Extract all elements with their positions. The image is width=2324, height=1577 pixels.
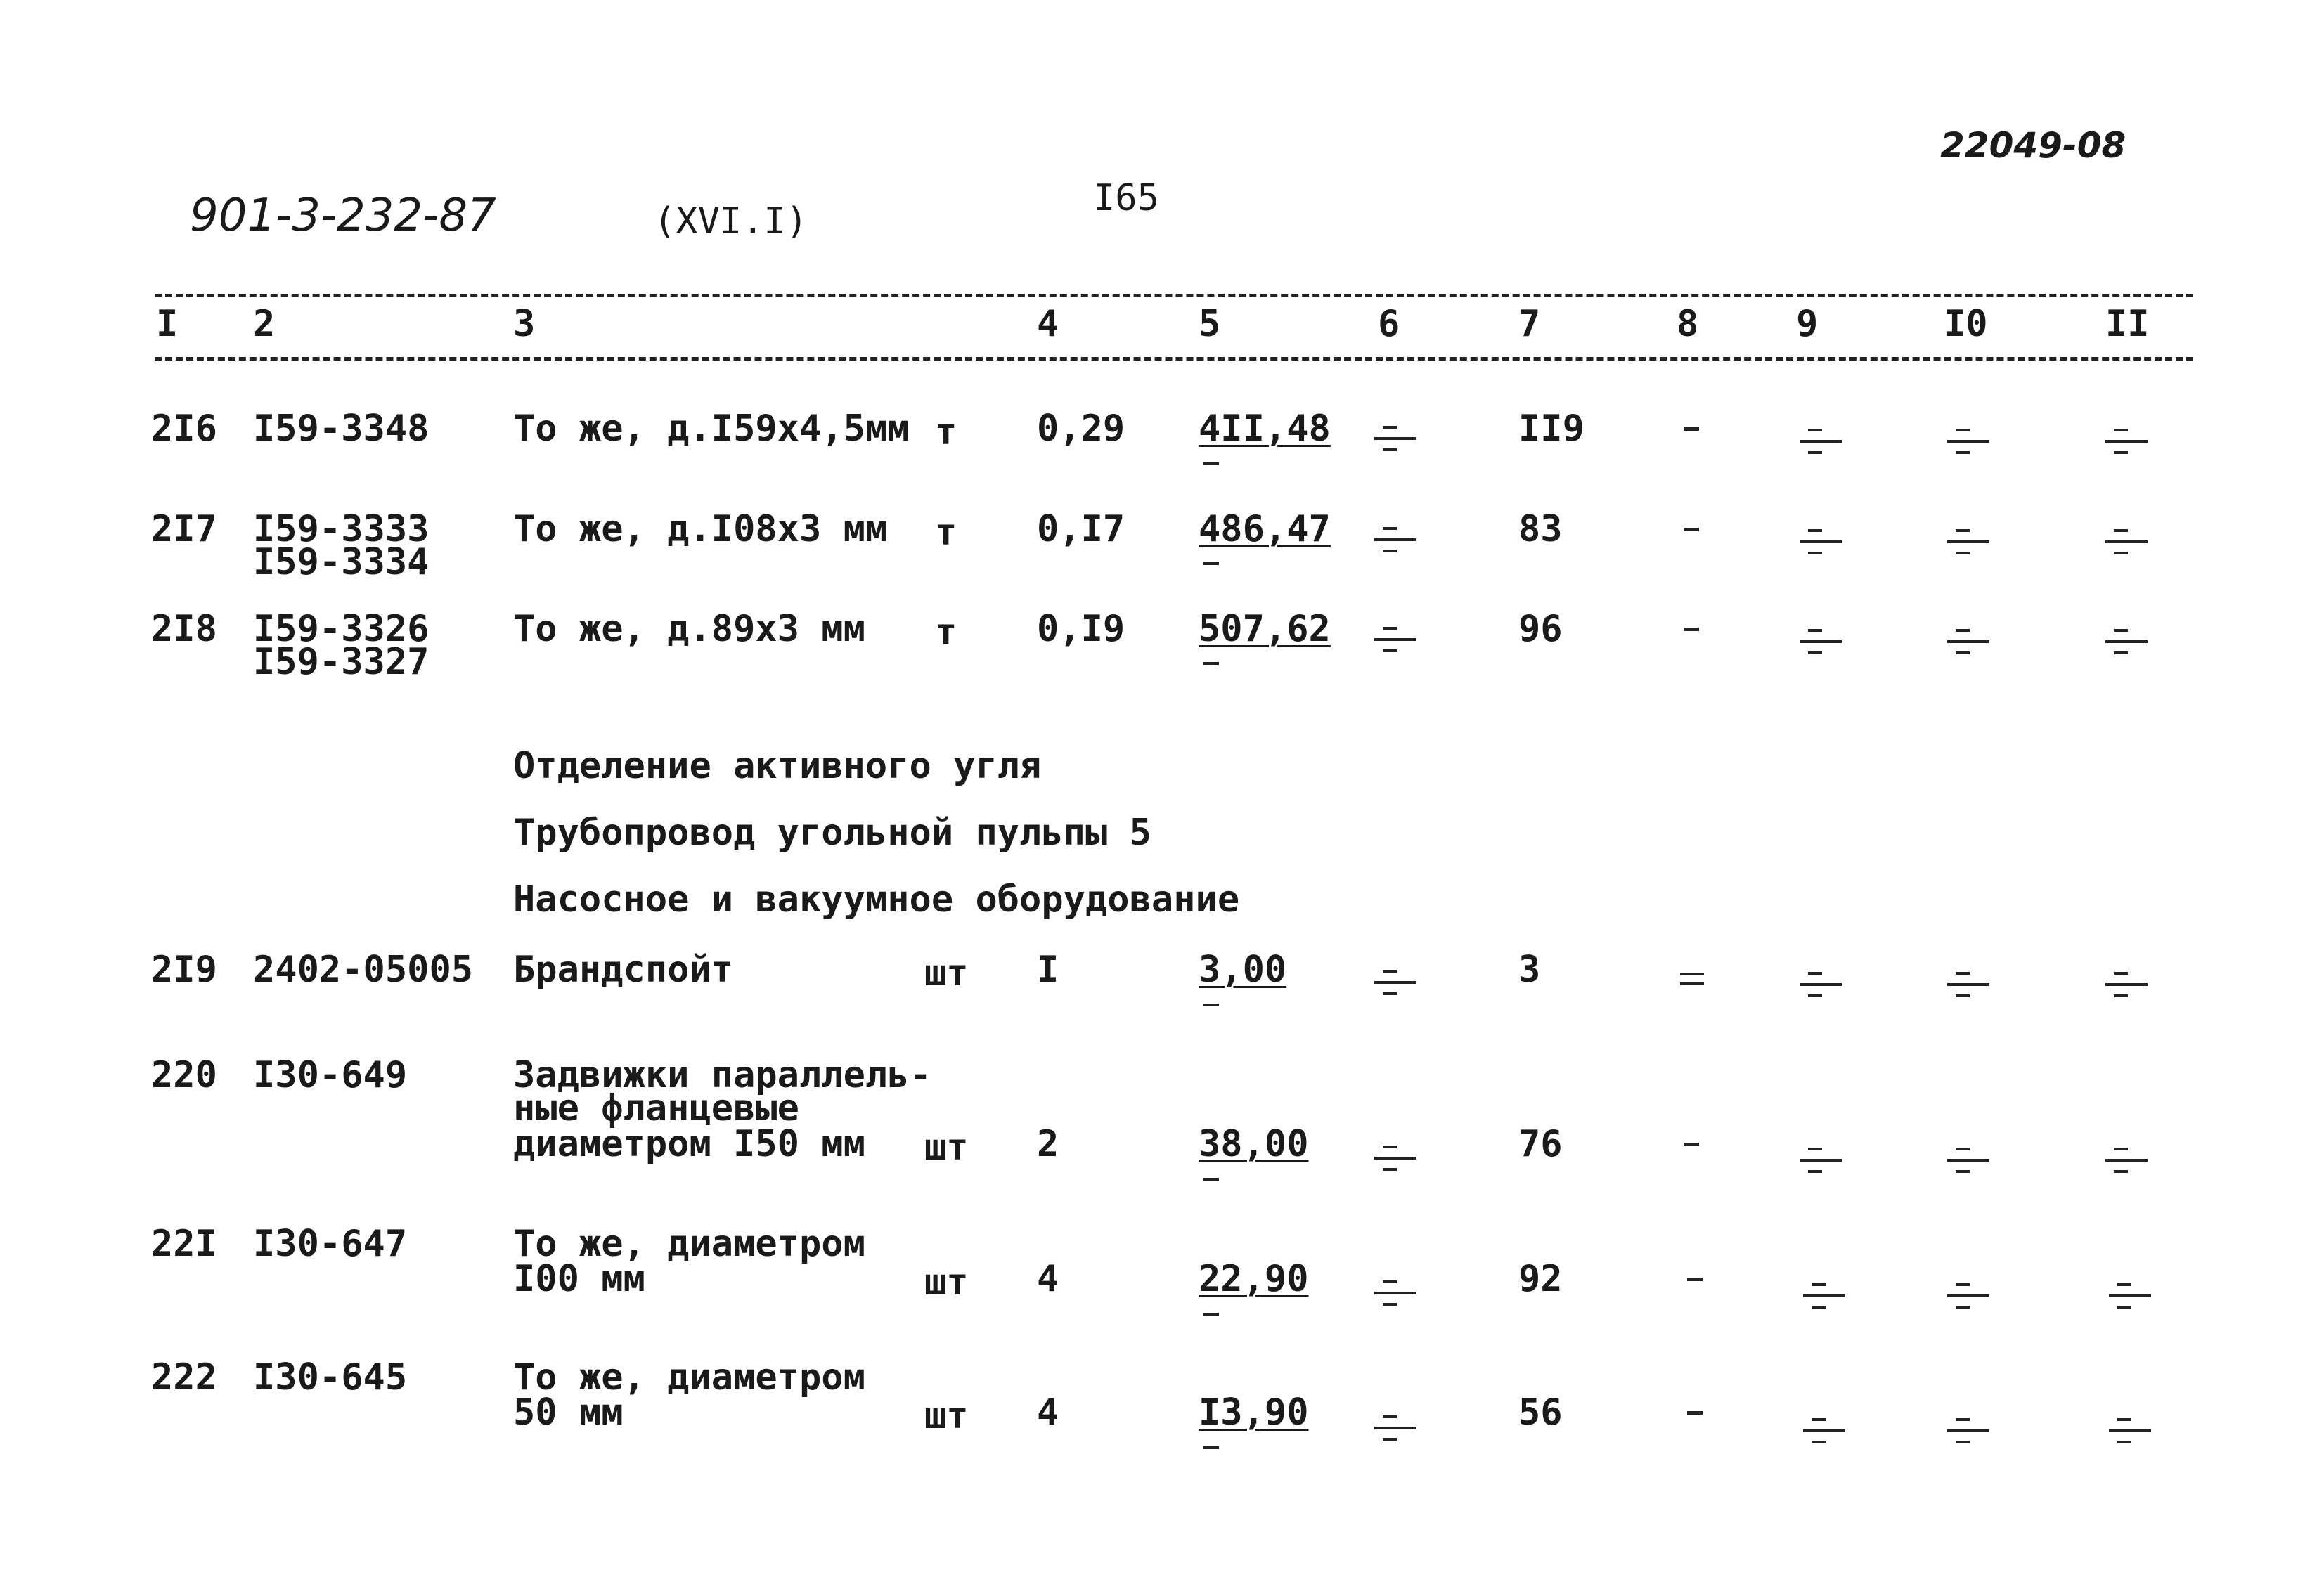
- ditto-mark: [1374, 413, 1416, 458]
- dash-mark: [1684, 1137, 1699, 1150]
- row-number: 222: [151, 1356, 217, 1398]
- col-header: 3: [513, 303, 536, 345]
- unit: шт: [924, 1395, 969, 1437]
- dash-mark: [1203, 562, 1219, 565]
- unit-price: 22,90: [1199, 1258, 1309, 1300]
- dash-mark: [1203, 1178, 1219, 1181]
- item-code: 2402-05005: [253, 949, 474, 991]
- col-header: I0: [1944, 303, 1988, 345]
- dash-mark: [1203, 462, 1219, 465]
- unit-price: 4II,48: [1199, 408, 1331, 450]
- row-number: 2I6: [151, 408, 217, 450]
- item-code-secondary: I59-3327: [253, 641, 430, 683]
- dash-mark: [1684, 422, 1699, 435]
- item-name-line: То же, диаметром: [513, 1223, 865, 1265]
- ditto-mark: [1374, 957, 1416, 1002]
- item-name-line: 50 мм: [513, 1391, 624, 1434]
- unit: шт: [924, 1127, 969, 1169]
- ditto-mark: [1800, 1135, 1842, 1180]
- total: 3: [1518, 949, 1541, 991]
- section-title: Насосное и вакуумное оборудование: [513, 878, 1240, 921]
- item-code: I59-3326: [253, 608, 430, 650]
- ditto-mark: [2105, 1135, 2148, 1180]
- quantity: 4: [1037, 1391, 1059, 1434]
- ditto-mark: [1800, 517, 1842, 562]
- row-number: 2I8: [151, 608, 217, 650]
- col-header: 4: [1037, 303, 1059, 345]
- dash-mark: [1687, 1272, 1703, 1285]
- unit: шт: [924, 1261, 969, 1304]
- total: 92: [1518, 1258, 1563, 1300]
- col-header: 6: [1378, 303, 1400, 345]
- quantity: 2: [1037, 1123, 1059, 1165]
- ditto-mark: [1947, 959, 1989, 1004]
- item-code: I30-645: [253, 1356, 408, 1398]
- unit-price: 486,47: [1199, 508, 1331, 550]
- item-code: I59-3333: [253, 508, 430, 550]
- unit-price: I3,90: [1199, 1391, 1309, 1434]
- section-title: Отделение активного угля: [513, 745, 1042, 787]
- dash-mark: [1687, 1406, 1703, 1419]
- section-code: (XVI.I): [654, 200, 808, 242]
- dash-mark: [1684, 622, 1699, 635]
- ditto-mark: [1374, 1268, 1416, 1313]
- item-code: I30-647: [253, 1223, 408, 1265]
- row-number: 22I: [151, 1223, 217, 1265]
- ditto-mark: [2109, 1271, 2151, 1316]
- unit-price: 3,00: [1199, 949, 1287, 991]
- unit: т: [935, 411, 957, 453]
- item-name-line: I00 мм: [513, 1258, 645, 1300]
- header-top-rule: [155, 294, 2193, 297]
- ditto-mark: [1947, 416, 1989, 461]
- ditto-mark: [1947, 1135, 1989, 1180]
- ditto-mark: [1800, 959, 1842, 1004]
- row-number: 220: [151, 1054, 217, 1096]
- ditto-mark: [1947, 1271, 1989, 1316]
- ditto-mark: [1374, 1133, 1416, 1178]
- ditto-mark: [1803, 1406, 1845, 1451]
- ditto-mark: [1374, 1403, 1416, 1448]
- item-name-line: диаметром I50 мм: [513, 1123, 865, 1165]
- total: 56: [1518, 1391, 1563, 1434]
- quantity: 0,I7: [1037, 508, 1125, 550]
- item-name: То же, д.I08x3 мм: [513, 508, 888, 550]
- header-bottom-rule: [155, 357, 2193, 361]
- ditto-mark: [1947, 616, 1989, 661]
- ditto-mark: [2109, 1406, 2151, 1451]
- dash-mark: [1203, 1446, 1219, 1449]
- section-title: Трубопровод угольной пульпы 5: [513, 812, 1151, 854]
- item-code-secondary: I59-3334: [253, 541, 430, 583]
- dash-mark: [1203, 1313, 1219, 1316]
- total: 96: [1518, 608, 1563, 650]
- item-name-line: То же, диаметром: [513, 1356, 865, 1398]
- unit: т: [935, 611, 957, 654]
- ditto-mark: [1947, 1406, 1989, 1451]
- item-code: I30-649: [253, 1054, 408, 1096]
- col-header: I: [156, 303, 179, 345]
- item-name-line: ные фланцевые: [513, 1087, 799, 1129]
- dash-mark: [1684, 522, 1699, 536]
- unit: шт: [924, 952, 969, 994]
- page-number: I65: [1093, 177, 1159, 219]
- ditto-mark: [1947, 517, 1989, 562]
- col-header: 2: [253, 303, 276, 345]
- col-header: 9: [1796, 303, 1819, 345]
- item-name: Брандспойт: [513, 949, 734, 991]
- ditto-mark: [2105, 416, 2148, 461]
- total: II9: [1518, 408, 1584, 450]
- equals-mark: [1680, 963, 1708, 994]
- row-number: 2I7: [151, 508, 217, 550]
- item-name: То же, д.89x3 мм: [513, 608, 865, 650]
- col-header: 5: [1199, 303, 1221, 345]
- quantity: 0,29: [1037, 408, 1125, 450]
- ditto-mark: [2105, 616, 2148, 661]
- ditto-mark: [2105, 517, 2148, 562]
- dash-mark: [1203, 1004, 1219, 1006]
- archive-stamp: 22049-08: [1940, 125, 2126, 166]
- item-code: I59-3348: [253, 408, 430, 450]
- quantity: 4: [1037, 1258, 1059, 1300]
- col-header: 8: [1677, 303, 1699, 345]
- item-name-line: Задвижки параллель-: [513, 1054, 931, 1096]
- dash-mark: [1203, 662, 1219, 665]
- unit: т: [935, 512, 957, 554]
- row-number: 2I9: [151, 949, 217, 991]
- total: 76: [1518, 1123, 1563, 1165]
- col-header: 7: [1518, 303, 1541, 345]
- ditto-mark: [1803, 1271, 1845, 1316]
- unit-price: 507,62: [1199, 608, 1331, 650]
- total: 83: [1518, 508, 1563, 550]
- ditto-mark: [1800, 416, 1842, 461]
- ditto-mark: [1374, 614, 1416, 659]
- ditto-mark: [1800, 616, 1842, 661]
- ditto-mark: [1374, 514, 1416, 559]
- col-header: II: [2105, 303, 2150, 345]
- quantity: I: [1037, 949, 1059, 991]
- document-code: 901-3-232-87: [190, 190, 496, 242]
- item-name: То же, д.I59x4,5мм: [513, 408, 910, 450]
- unit-price: 38,00: [1199, 1123, 1309, 1165]
- quantity: 0,I9: [1037, 608, 1125, 650]
- ditto-mark: [2105, 959, 2148, 1004]
